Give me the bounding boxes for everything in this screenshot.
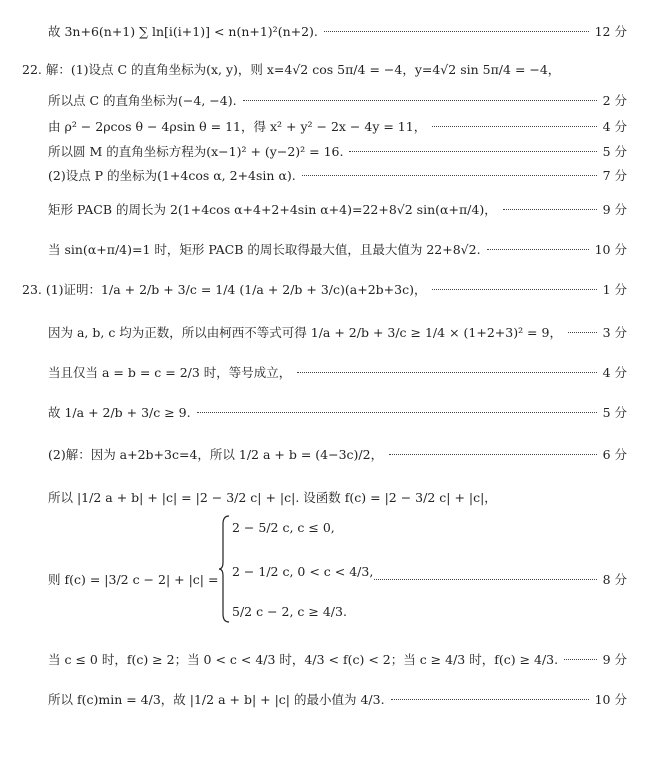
solution-line-10 xyxy=(48,323,627,341)
line-text: 故 1/a + 2/b + 3/c ≥ 9. xyxy=(48,405,191,420)
solution-line-12 xyxy=(48,403,627,421)
score-label: 4 分 xyxy=(602,119,627,134)
leader-dots xyxy=(564,659,596,660)
piecewise-case-3: 5/2 c − 2, c ≥ 4/3. xyxy=(232,604,347,619)
solution-line-5 xyxy=(48,142,627,160)
score-label: 10 分 xyxy=(594,692,627,707)
leader-dots xyxy=(389,454,596,455)
solution-line-11 xyxy=(48,363,627,381)
piecewise-case-2: 2 − 1/2 c, 0 < c < 4/3, xyxy=(232,564,374,579)
line-text: 则 f(c) = |3/2 c − 2| + |c| = xyxy=(48,572,219,587)
score-label: 9 分 xyxy=(602,652,627,667)
line-text: 当 c ≤ 0 时，f(c) ≥ 2；当 0 < c < 4/3 时，4/3 < f(c) < 2；当 c ≥ 4/3 时，f(c) ≥ 4/3. xyxy=(48,652,559,667)
solution-line-4 xyxy=(48,117,627,135)
line-text: 故 3n+6(n+1) ∑ ln[i(i+1)] < n(n+1)²(n+2). xyxy=(48,24,318,39)
solution-line-7 xyxy=(48,200,627,218)
leader-dots xyxy=(243,100,597,101)
leader-dots xyxy=(503,209,597,210)
leader-dots xyxy=(374,579,596,580)
solution-line-6 xyxy=(48,166,627,184)
line-text: 由 ρ² − 2ρcos θ − 4ρsin θ = 11，得 x² + y² − 2x − 4y = 11， xyxy=(48,119,427,134)
line-text: 因为 a, b, c 均为正数，所以由柯西不等式可得 1/a + 2/b + 3/c ≥ 1/4 × (1+2+3)² = 9， xyxy=(48,325,562,340)
score-label: 7 分 xyxy=(602,168,627,183)
solution-line-1 xyxy=(48,22,627,40)
line-text: 22. 解：(1)设点 C 的直角坐标为(x, y)，则 x=4√2 cos 5π/4 = −4，y=4√2 sin 5π/4 = −4， xyxy=(22,62,561,77)
leader-dots xyxy=(432,126,596,127)
score-label: 1 分 xyxy=(602,282,627,297)
solution-line-17 xyxy=(48,690,627,708)
score-label: 12 分 xyxy=(594,24,627,39)
leader-dots xyxy=(432,289,596,290)
score-label: 6 分 xyxy=(602,447,627,462)
solution-line-3 xyxy=(48,91,627,109)
leader-dots xyxy=(297,372,596,373)
line-text: 矩形 PACB 的周长为 2(1+4cos α+4+2+4sin α+4)=22+8√2 sin(α+π/4)， xyxy=(48,202,497,217)
solution-line-13 xyxy=(48,445,627,463)
leader-dots xyxy=(324,31,589,32)
piecewise-case-1: 2 − 5/2 c, c ≤ 0, xyxy=(232,520,335,535)
line-text: 所以 f(c)min = 4/3，故 |1/2 a + b| + |c| 的最小值为 4/3. xyxy=(48,692,385,707)
score-label: 10 分 xyxy=(594,242,627,257)
line-text: 所以圆 M 的直角坐标方程为(x−1)² + (y−2)² = 16. xyxy=(48,144,344,159)
score-label: 8 分 xyxy=(602,572,627,587)
leader-dots xyxy=(302,175,597,176)
score-label: 5 分 xyxy=(602,405,627,420)
line-text: 所以 |1/2 a + b| + |c| = |2 − 3/2 c| + |c|. 设函数 f(c) = |2 − 3/2 c| + |c|， xyxy=(48,490,497,505)
leader-dots xyxy=(197,412,597,413)
line-text: (2)解：因为 a+2b+3c=4，所以 1/2 a + b = (4−3c)/2， xyxy=(48,447,384,462)
line-text: 23. (1)证明：1/a + 2/b + 3/c = 1/4 (1/a + 2/b + 3/c)(a+2b+3c)， xyxy=(22,282,427,297)
solution-line-14 xyxy=(48,488,627,506)
score-label: 4 分 xyxy=(602,365,627,380)
leader-dots xyxy=(391,699,589,700)
line-text: 当且仅当 a = b = c = 2/3 时，等号成立， xyxy=(48,365,292,380)
leader-dots xyxy=(487,249,589,250)
leader-dots xyxy=(568,332,597,333)
piecewise-brace xyxy=(218,514,230,624)
solution-line-9 xyxy=(22,280,627,298)
line-text: 当 sin(α+π/4)=1 时，矩形 PACB 的周长取得最大值，且最大值为 22+8√2. xyxy=(48,242,481,257)
score-label: 3 分 xyxy=(602,325,627,340)
leader-dots xyxy=(349,151,596,152)
solution-line-8 xyxy=(48,240,627,258)
score-label: 2 分 xyxy=(602,93,627,108)
line-text: 所以点 C 的直角坐标为(−4, −4). xyxy=(48,93,237,108)
solution-line-16 xyxy=(48,650,627,668)
score-label: 9 分 xyxy=(602,202,627,217)
line-text: (2)设点 P 的坐标为(1+4cos α, 2+4sin α). xyxy=(48,168,296,183)
score-label: 5 分 xyxy=(602,144,627,159)
solution-line-2 xyxy=(22,60,627,78)
